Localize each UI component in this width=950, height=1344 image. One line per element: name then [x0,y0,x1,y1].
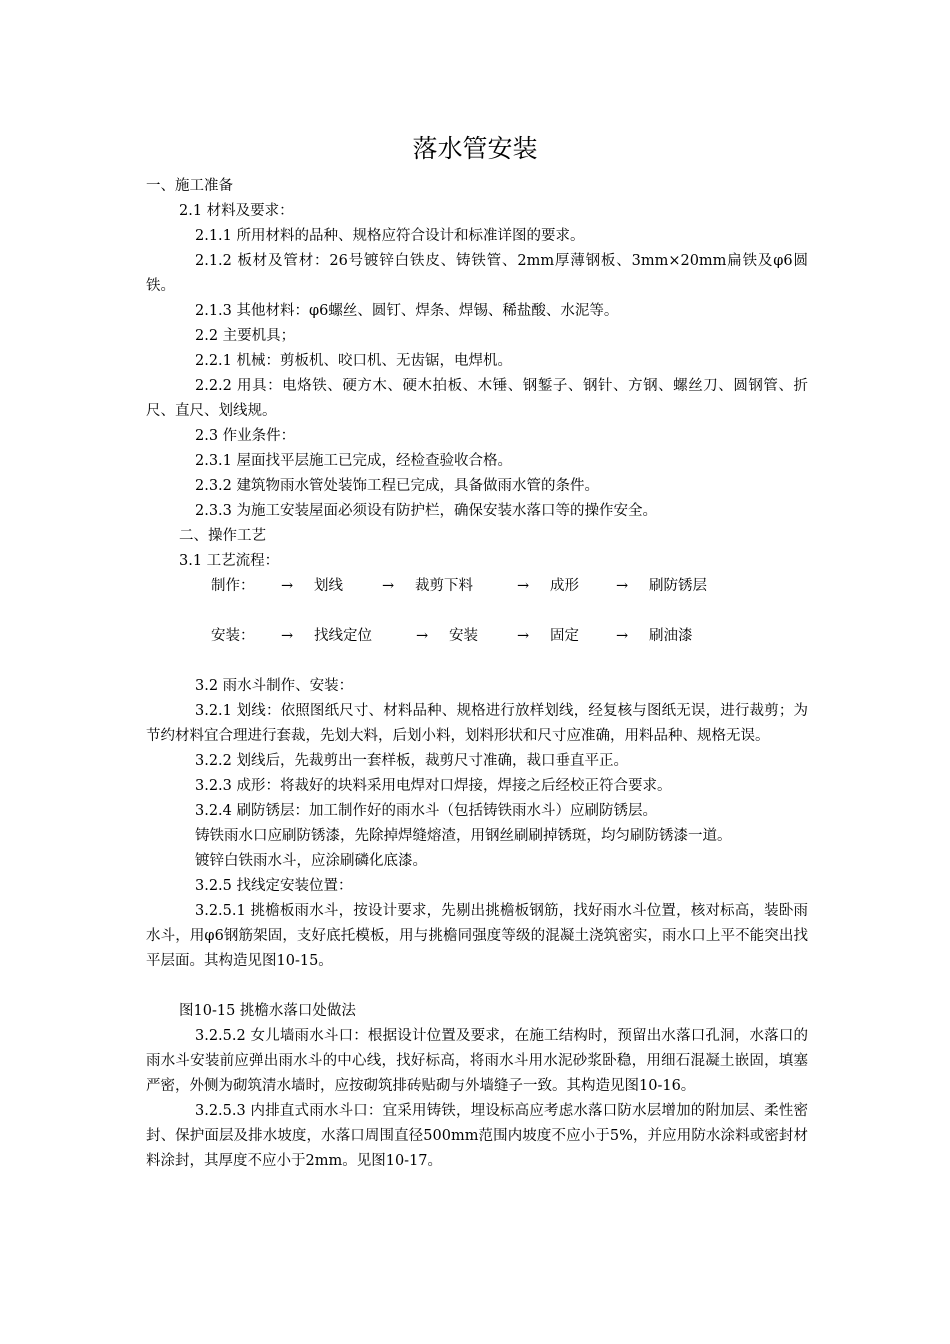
paragraph: 3.2.1 划线：依照图纸尺寸、材料品种、规格进行放样划线，经复核与图纸无误，进行裁剪；为节约材料宜合理进行套裁，先划大料，后划小料，划料形状和尺寸应准确，用料品种、规格无误。 [146,703,808,744]
paragraph: 3.1 工艺流程： [179,553,280,569]
paragraph: 3.2.2 划线后，先裁剪出一套样板，裁剪尺寸准确，裁口垂直平正。 [195,753,629,769]
flow-step: 固定 [550,628,579,644]
paragraph: 2.2 主要机具； [195,328,296,344]
paragraph: 2.1.3 其他材料：φ6螺丝、圆钉、焊条、焊锡、稀盐酸、水泥等。 [195,303,619,319]
arrow-icon: → [616,578,629,594]
flow-step: 划线 [314,578,343,594]
spacer [146,974,808,999]
section-preparation [146,174,808,574]
paragraph: 2.1 材料及要求： [179,203,294,219]
figure-caption: 图10-15 挑檐水落口处做法 [179,1003,356,1019]
paragraph: 2.3 作业条件： [195,428,296,444]
flow-step: 安装 [449,628,478,644]
flow-step: 刷油漆 [649,628,693,644]
arrow-icon: → [281,628,294,644]
paragraph: 3.2.4 刷防锈层：加工制作好的雨水斗（包括铸铁雨水斗）应刷防锈层。 [195,803,658,819]
paragraph: 2.3.3 为施工安装屋面必须设有防护栏，确保安装水落口等的操作安全。 [195,503,658,519]
paragraph: 3.2.3 成形：将裁好的块料采用电焊对口焊接，焊接之后经校正符合要求。 [195,778,672,794]
arrow-icon: → [517,628,530,644]
spacer [146,599,808,624]
paragraph: 一、施工准备 [146,178,233,194]
arrow-icon: → [616,628,629,644]
paragraph: 2.1.1 所用材料的品种、规格应符合设计和标准详图的要求。 [195,228,585,244]
document-body [146,174,808,1174]
flow-row-installation [146,624,808,649]
paragraph: 镀锌白铁雨水斗，应涂刷磷化底漆。 [195,853,427,869]
flow-row-label: 制作： [211,578,255,594]
arrow-icon: → [416,628,429,644]
paragraph: 2.3.2 建筑物雨水管处装饰工程已完成，具备做雨水管的条件。 [195,478,600,494]
paragraph: 铸铁雨水口应刷防锈漆，先除掉焊缝熔渣，用钢丝刷刷掉锈斑，均匀刷防锈漆一道。 [195,828,732,844]
document-title: 落水管安装 [412,134,538,163]
paragraph: 3.2.5.3 内排直式雨水斗口：宜采用铸铁，埋设标高应考虑水落口防水层增加的附加层、柔性密封、保护面层及排水坡度，水落口周围直径500mm范围内坡度不应小于5%，并应用防水涂料或密封材料涂封，其厚度不应小于2mm。见图10-17。 [146,1103,808,1169]
flow-step: 找线定位 [314,628,372,644]
spacer [146,649,808,674]
paragraph: 3.2 雨水斗制作、安装： [195,678,354,694]
paragraph: 3.2.5.2 女儿墙雨水斗口：根据设计位置及要求，在施工结构时，预留出水落口孔洞，水落口的雨水斗安装前应弹出雨水斗的中心线，找好标高，将雨水斗用水泥砂浆卧稳，用细石混凝土嵌固，填塞严密，外侧为砌筑清水墙时，应按砌筑排砖贴砌与外墙缝子一致。其构造见图10-16。 [146,1028,808,1094]
section-hopper-types [146,1024,808,1174]
process-flow [146,574,808,674]
paragraph: 2.2.2 用具：电烙铁、硬方木、硬木拍板、木锤、钢錾子、钢针、方钢、螺丝刀、圆钢管、折尺、直尺、划线规。 [146,378,808,419]
arrow-icon: → [382,578,395,594]
section-rain-hopper [146,674,808,974]
flow-step: 成形 [550,578,579,594]
paragraph: 3.2.5 找线定安装位置： [195,878,353,894]
paragraph: 3.2.5.1 挑檐板雨水斗，按设计要求，先剔出挑檐板钢筋，找好雨水斗位置，核对标高，装卧雨水斗，用φ6钢筋架固，支好底托模板，用与挑檐同强度等级的混凝土浇筑密实，雨水口上平不能突出找平层面。其构造见图10-15。 [146,903,808,969]
arrow-icon: → [517,578,530,594]
flow-step: 裁剪下料 [415,578,473,594]
flow-step: 刷防锈层 [649,578,707,594]
paragraph: 2.3.1 屋面找平层施工已完成，经检查验收合格。 [195,453,513,469]
arrow-icon: → [281,578,294,594]
paragraph: 2.1.2 板材及管材：26号镀锌白铁皮、铸铁管、2mm厚薄钢板、3mm×20mm扁铁及φ6圆铁。 [146,253,808,294]
flow-row-label: 安装： [211,628,255,644]
flow-row-fabrication [146,574,808,599]
paragraph: 二、操作工艺 [179,528,266,544]
paragraph: 2.2.1 机械：剪板机、咬口机、无齿锯，电焊机。 [195,353,513,369]
